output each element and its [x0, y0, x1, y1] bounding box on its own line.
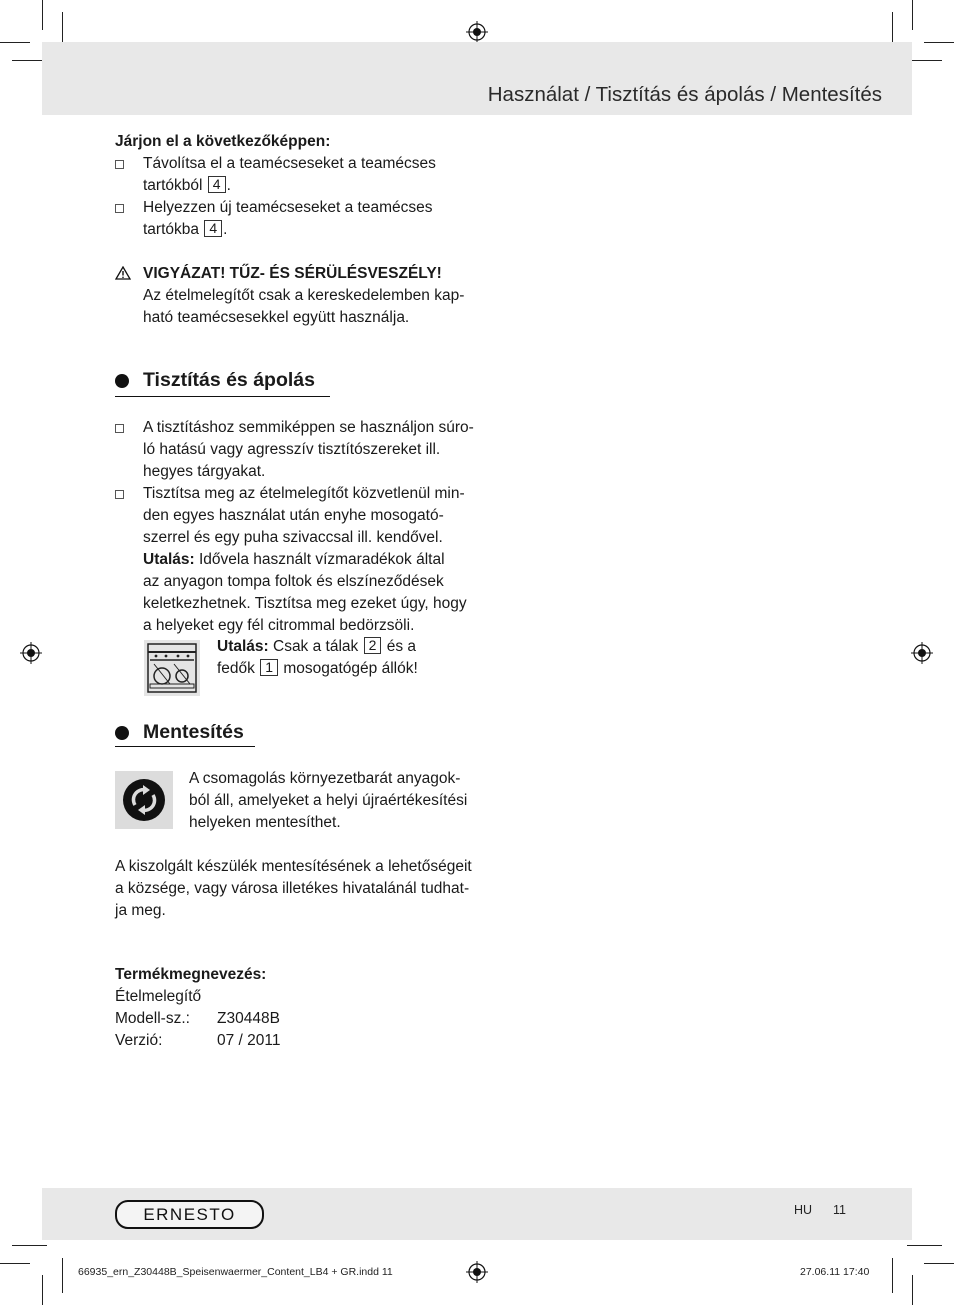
- part-ref: 4: [204, 220, 222, 237]
- product-info: [115, 964, 475, 1052]
- packaging-text: A csomagolás környezetbarát anyagok- ból áll, amelyeket a helyi újraértékesítési helyeken mentesíthet.: [189, 770, 468, 831]
- crop-mark: [42, 1275, 43, 1305]
- list-item: [115, 197, 475, 241]
- procedure-heading: Járjon el a következőképpen:: [115, 133, 331, 150]
- section-bullet-icon: [115, 726, 129, 740]
- cleaning-section: [115, 417, 480, 637]
- note-line: az anyagon tompa foltok és elszíneződések: [143, 573, 444, 590]
- note-line: Utalás: Idővela használt vízmaradékok által: [143, 551, 445, 568]
- crop-mark: [12, 1245, 47, 1246]
- section-heading-disposal: [115, 721, 244, 744]
- procedure-section: [115, 131, 475, 241]
- list-item: [115, 153, 475, 197]
- language-code: HU: [794, 1203, 813, 1217]
- section-heading-cleaning: [115, 369, 315, 392]
- crop-mark: [924, 42, 954, 43]
- crop-mark: [0, 1263, 30, 1264]
- section-bullet-icon: [115, 374, 129, 388]
- warning-block: [115, 263, 475, 329]
- crop-mark: [912, 1275, 913, 1305]
- brand-logo-text: ERNESTO: [143, 1204, 236, 1224]
- crop-mark: [892, 1258, 893, 1293]
- list-item-text: hegyes tárgyakat.: [143, 463, 266, 480]
- list-item: [115, 417, 480, 483]
- crop-mark: [907, 1245, 942, 1246]
- list-item-text: Helyezzen új teamécseseket a teamécses: [143, 199, 433, 216]
- dishwasher-icon: [144, 640, 200, 696]
- registration-mark-icon: [466, 21, 488, 43]
- section-title: Mentesítés: [143, 721, 244, 743]
- list-item-text: tartókból 4 .: [143, 176, 231, 194]
- bullet-box-icon: [115, 424, 124, 433]
- page-footer-info: [794, 1203, 846, 1217]
- brand-logo: [115, 1200, 264, 1229]
- product-heading: Termékmegnevezés:: [115, 966, 267, 983]
- product-name: Ételmelegítő: [115, 988, 202, 1005]
- bullet-box-icon: [115, 204, 124, 213]
- slug-date: 27.06.11 17:40: [800, 1266, 870, 1278]
- crop-mark: [0, 42, 30, 43]
- list-item-text: Tisztítsa meg az ételmelegítőt közvetlenül min-: [143, 485, 465, 502]
- bullet-box-icon: [115, 490, 124, 499]
- warning-triangle-icon: [115, 266, 131, 280]
- part-ref: 2: [364, 637, 382, 654]
- registration-mark-icon: [911, 642, 933, 664]
- section-underline: [115, 746, 255, 747]
- crop-mark: [62, 1258, 63, 1293]
- page-title: Használat / Tisztítás és ápolás / Mentesítés: [487, 83, 882, 106]
- section-underline: [115, 396, 330, 397]
- version-row: Verzió: 07 / 2011: [115, 1032, 281, 1049]
- recycle-icon: [115, 771, 173, 829]
- registration-mark-icon: [466, 1261, 488, 1283]
- registration-mark-icon: [20, 642, 42, 664]
- list-item-text: szerrel és egy puha szivaccsal ill. kendővel.: [143, 529, 443, 546]
- crop-mark: [924, 1263, 954, 1264]
- model-row: Modell-sz.: Z30448B: [115, 1010, 280, 1027]
- list-item-text: A tisztításhoz semmiképpen se használjon súro-: [143, 419, 474, 436]
- device-disposal-text: A kiszolgált készülék mentesítésének a lehetőségeit a községe, vagy városa illetékes hivatalánál tudhat- ja meg.: [115, 858, 472, 919]
- crop-mark: [907, 60, 942, 61]
- bullet-box-icon: [115, 160, 124, 169]
- list-item-text: ló hatású vagy agresszív tisztítószereket ill.: [143, 441, 441, 458]
- list-item-text: tartókba 4 .: [143, 220, 228, 238]
- page-number: 11: [833, 1203, 847, 1217]
- part-ref: 1: [260, 659, 278, 676]
- crop-mark: [912, 0, 913, 30]
- list-item: [115, 483, 480, 637]
- warning-title: VIGYÁZAT! TŰZ- ÉS SÉRÜLÉSVESZÉLY!: [143, 265, 442, 282]
- list-item-text: Távolítsa el a teamécseseket a teamécses: [143, 155, 436, 172]
- part-ref: 4: [208, 176, 226, 193]
- dishwasher-note: Utalás: Csak a tálak 2 és a fedők 1 mosogatógép állók!: [217, 637, 418, 677]
- warning-line: Az ételmelegítőt csak a kereskedelemben kap-: [143, 287, 465, 304]
- warning-line: ható teamécsesekkel együtt használja.: [143, 309, 410, 326]
- note-line: keletkezhetnek. Tisztítsa meg ezeket úgy, hogy: [143, 595, 467, 612]
- crop-mark: [42, 0, 43, 30]
- note-line: a helyeket egy fél citrommal bedörzsöli.: [143, 617, 415, 634]
- list-item-text: den egyes használat után enyhe mosogató-: [143, 507, 444, 524]
- section-title: Tisztítás és ápolás: [143, 369, 315, 391]
- slug-filename: 66935_ern_Z30448B_Speisenwaermer_Content_LB4 + GR.indd 11: [78, 1266, 393, 1278]
